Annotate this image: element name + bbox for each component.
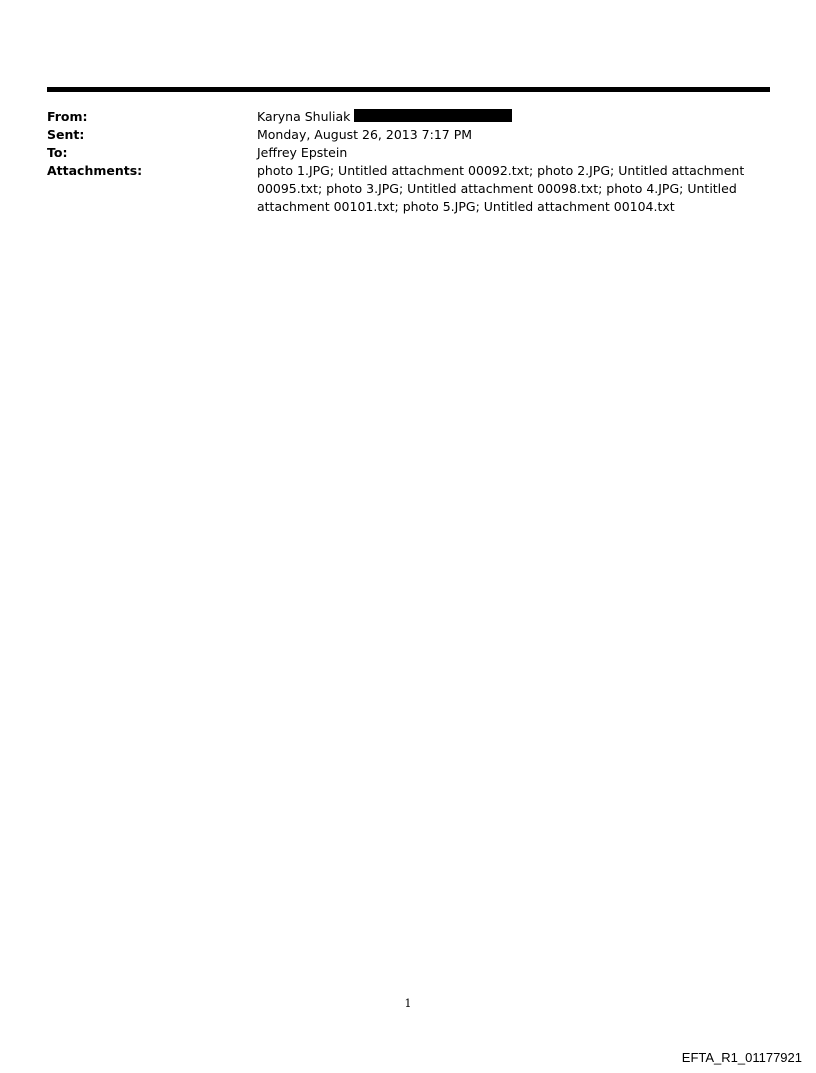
- from-value: [257, 108, 747, 126]
- sender-name: Karyna Shuliak: [257, 109, 351, 124]
- to-row: [47, 144, 747, 162]
- document-id: EFTA_R1_01177921: [681, 1050, 802, 1065]
- sent-value: Monday, August 26, 2013 7:17 PM: [257, 127, 473, 142]
- sent-label: Sent:: [47, 127, 85, 142]
- redaction-block: [354, 109, 512, 122]
- attachments-value: photo 1.JPG; Untitled attachment 00092.txt; photo 2.JPG; Untitled attachment 00095.txt; photo 3.JPG; Untitled attachment 00098.txt; photo 4.JPG; Untitled attachment 00101.txt; photo 5.JPG; Untitled attachment 00104.txt: [257, 163, 745, 214]
- from-label: From:: [47, 109, 88, 124]
- to-label: To:: [47, 145, 68, 160]
- header-divider: [47, 87, 770, 92]
- attachments-label: Attachments:: [47, 163, 143, 178]
- from-row: [47, 108, 747, 126]
- to-value: Jeffrey Epstein: [257, 145, 348, 160]
- email-header: [47, 108, 747, 216]
- page-number: 1: [404, 997, 412, 1010]
- attachments-row: [47, 162, 747, 216]
- sent-row: [47, 126, 747, 144]
